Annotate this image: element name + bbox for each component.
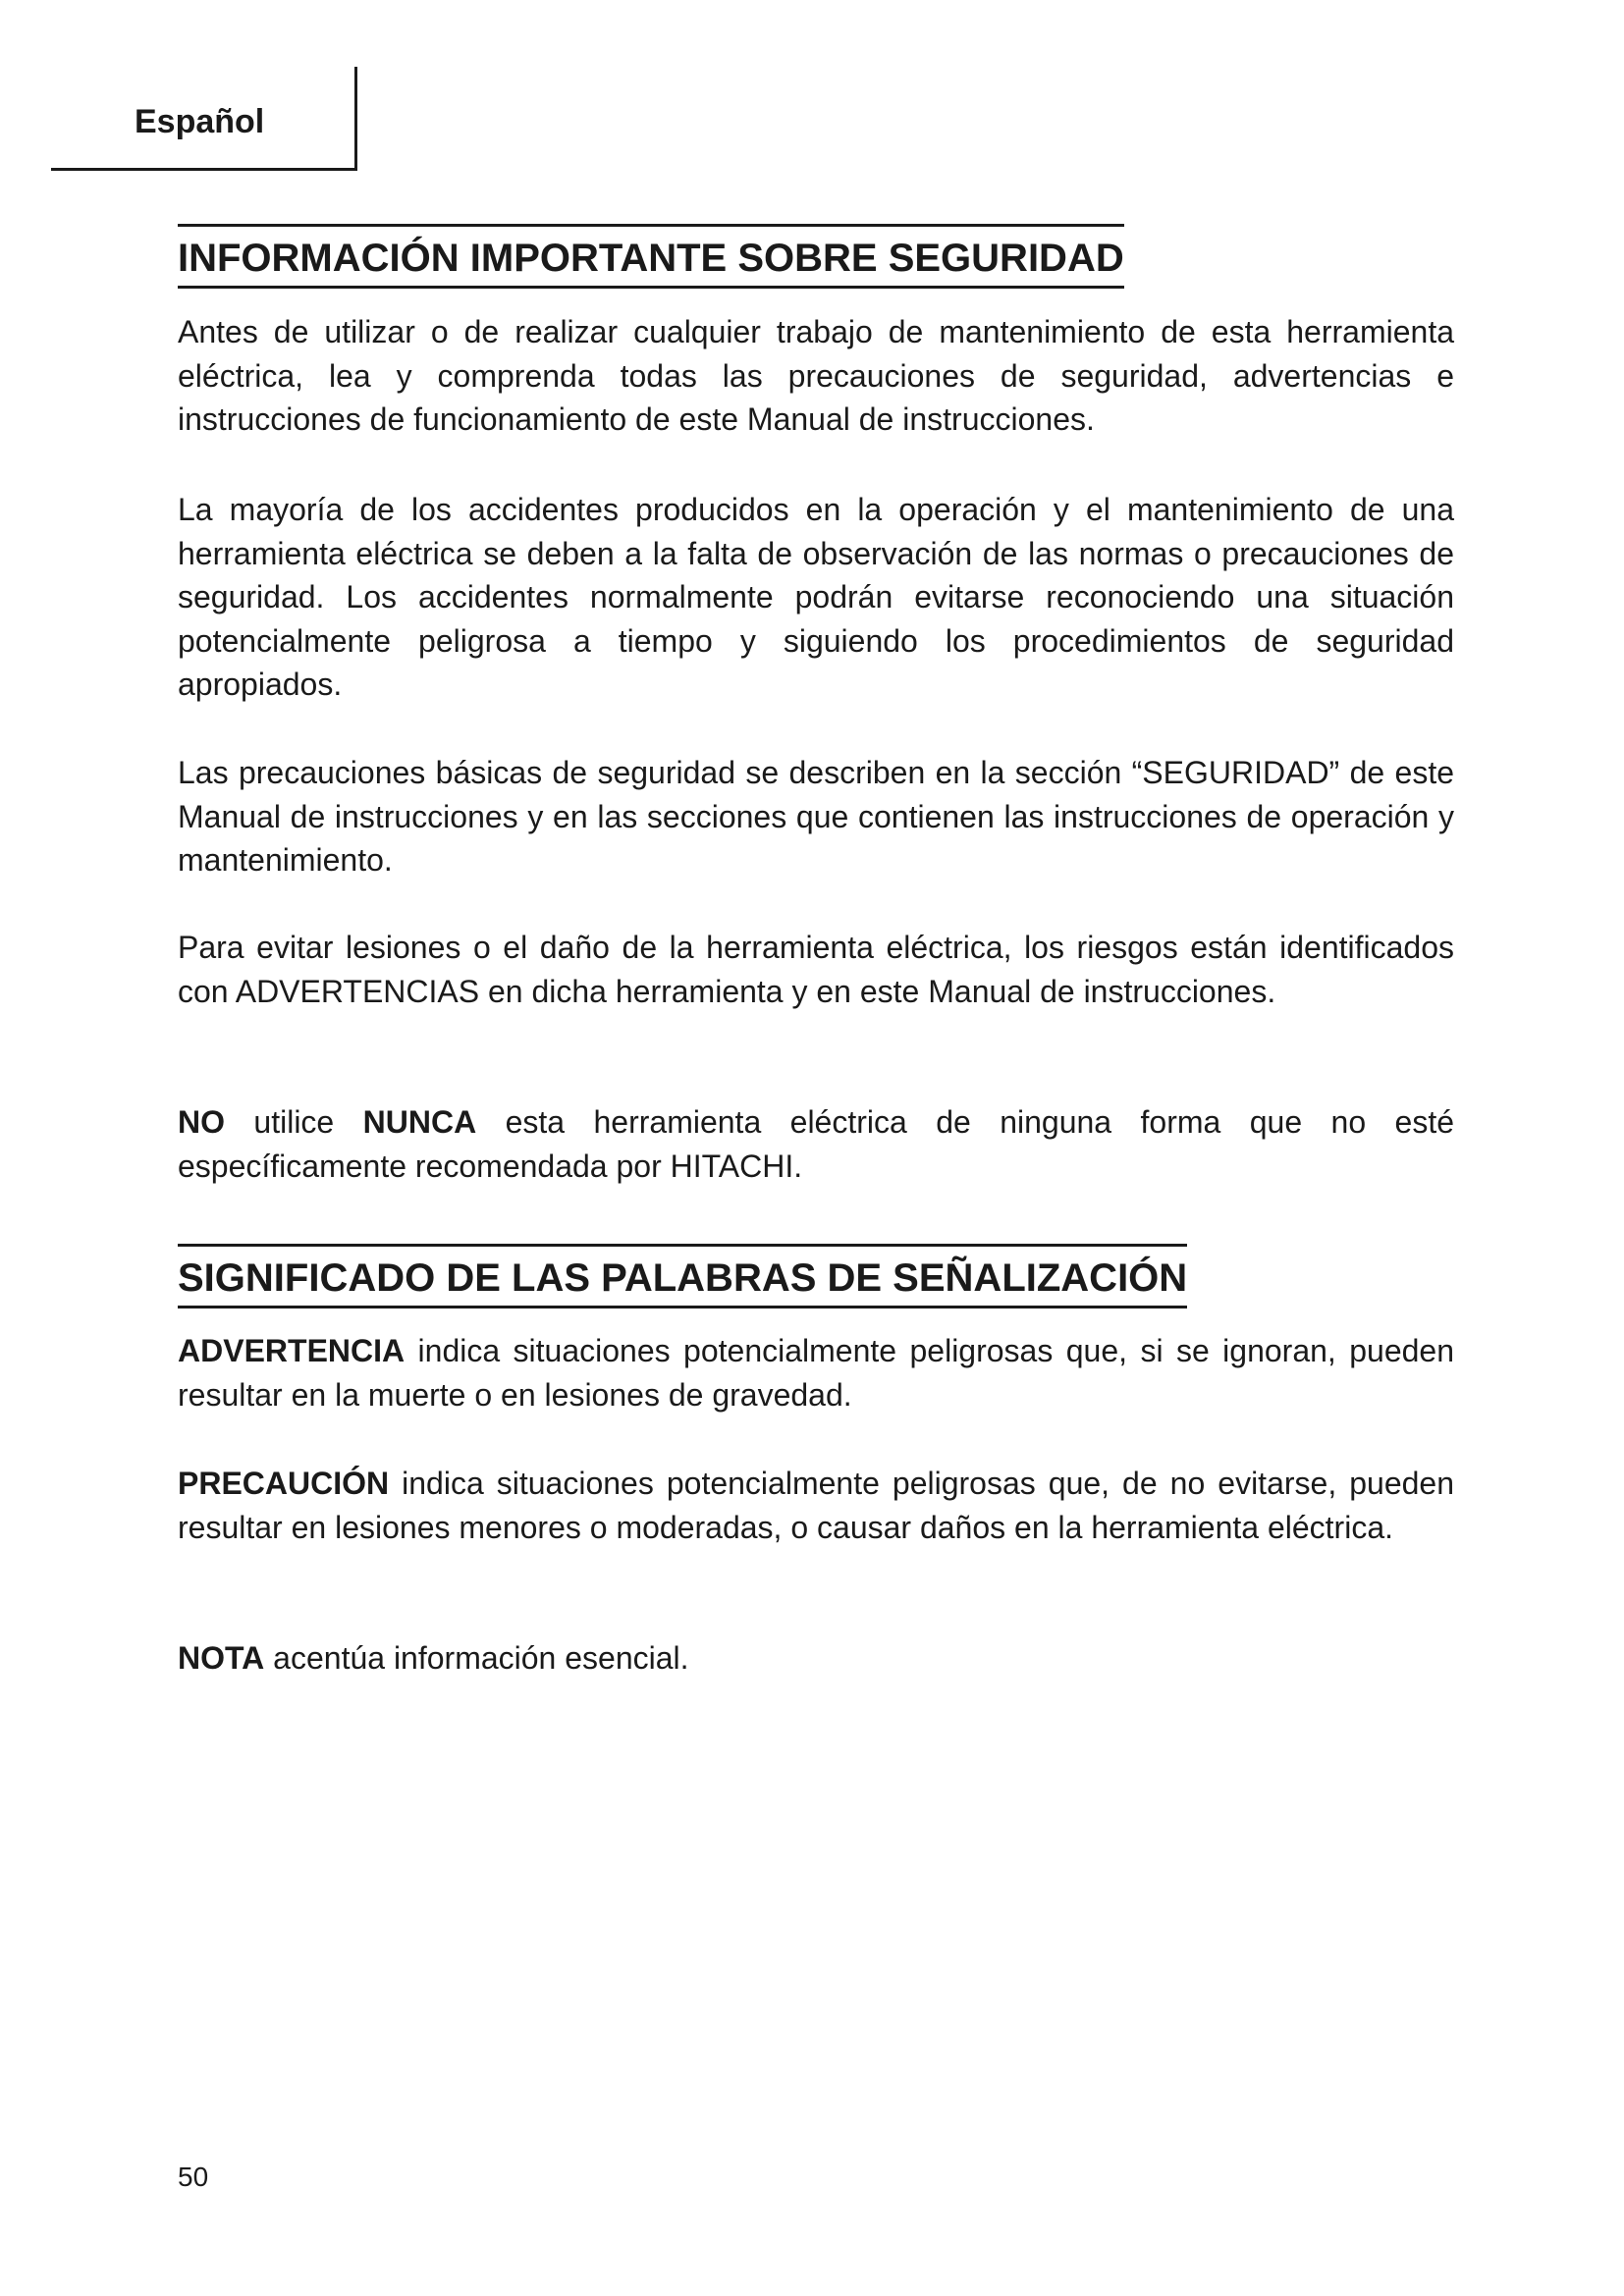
language-label: Español xyxy=(135,103,265,140)
definition-nota xyxy=(178,1636,1454,1681)
paragraph-basic-precautions: Las precauciones básicas de seguridad se describen en la sección “SEGURIDAD” de este Manual de instrucciones y en las secciones que contienen las instrucciones de operación y mantenimiento. xyxy=(178,755,1454,878)
definition-advertencia xyxy=(178,1329,1454,1416)
bold-no: NO xyxy=(178,1104,225,1140)
section-heading-safety-info: INFORMACIÓN IMPORTANTE SOBRE SEGURIDAD xyxy=(178,224,1124,289)
paragraph-accidents: La mayoría de los accidentes producidos en la operación y el mantenimiento de una herramienta eléctrica se deben a la falta de observación de las normas o precauciones de seguridad. Los accidentes normalmente podrán evitarse reconociendo una situación potencialmente peligrosa a tiempo y siguiendo los procedimientos de seguridad apropiados. xyxy=(178,492,1454,702)
page-number: 50 xyxy=(178,2162,209,2192)
paragraph-never-use xyxy=(178,1100,1454,1188)
term-nota: NOTA xyxy=(178,1640,265,1676)
text-never-use-rest: esta herramienta eléctrica de ninguna forma que no esté específicamente recomendada por HITACHI. xyxy=(178,1104,1455,1184)
paragraph-hazard-identification: Para evitar lesiones o el daño de la herramienta eléctrica, los riesgos están identificados con ADVERTENCIAS en dicha herramienta y en este Manual de instrucciones. xyxy=(178,930,1454,1009)
definition-text-advertencia: indica situaciones potencialmente peligrosas que, si se ignoran, pueden resultar en la muerte o en lesiones de gravedad. xyxy=(178,1333,1454,1413)
language-tab xyxy=(51,67,357,171)
section-heading-signal-words: SIGNIFICADO DE LAS PALABRAS DE SEÑALIZACIÓN xyxy=(178,1244,1187,1308)
definition-text-precaucion: indica situaciones potencialmente peligrosas que, de no evitarse, pueden resultar en lesiones menores o moderadas, o causar daños en la herramienta eléctrica. xyxy=(178,1466,1454,1545)
definition-precaucion xyxy=(178,1462,1454,1549)
paragraph-read-instructions: Antes de utilizar o de realizar cualquier trabajo de mantenimiento de esta herramienta eléctrica, lea y comprenda todas las precauciones de seguridad, advertencias e instrucciones de funcionamiento de este Manual de instrucciones. xyxy=(178,314,1454,437)
text-utilice: utilice xyxy=(225,1104,363,1140)
definition-text-nota: acentúa información esencial. xyxy=(264,1640,689,1676)
bold-nunca: NUNCA xyxy=(362,1104,477,1140)
term-precaucion: PRECAUCIÓN xyxy=(178,1466,390,1501)
term-advertencia: ADVERTENCIA xyxy=(178,1333,406,1368)
